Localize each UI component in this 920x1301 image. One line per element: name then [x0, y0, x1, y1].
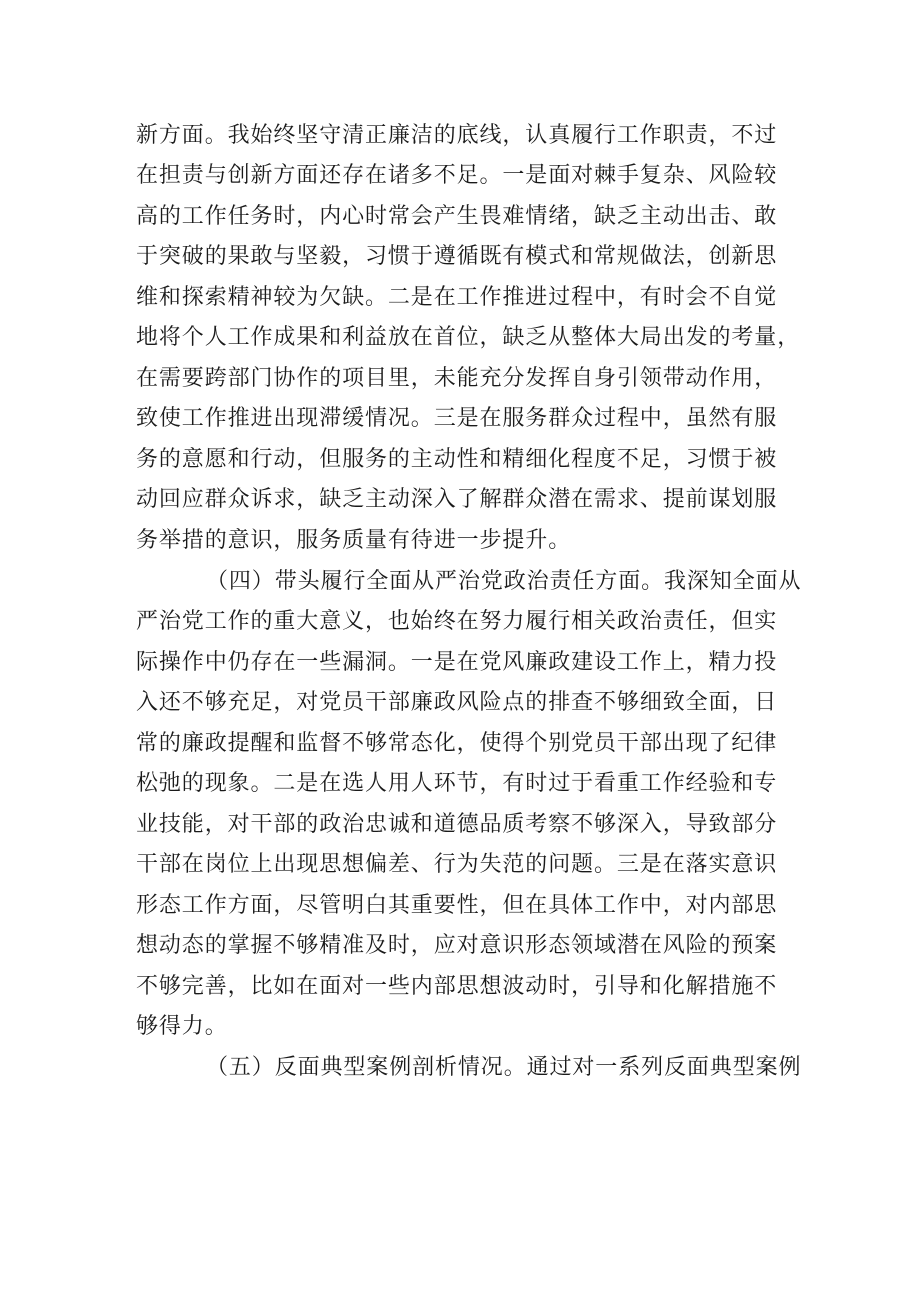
text-line: 在担责与创新方面还存在诸多不足。一是面对棘手复杂、风险较 — [136, 163, 778, 188]
text-line: 业技能，对干部的政治忠诚和道德品质考察不够深入，导致部分 — [136, 812, 778, 837]
text-line: 高的工作任务时，内心时常会产生畏难情绪，缺乏主动出击、敢 — [136, 204, 778, 229]
text-line: 严治党工作的重大意义，也始终在努力履行相关政治责任，但实 — [136, 609, 778, 634]
text-line: 在需要跨部门协作的项目里，未能充分发挥自身引领带动作用， — [136, 366, 778, 391]
text-line: 新方面。我始终坚守清正廉洁的底线，认真履行工作职责，不过 — [136, 123, 778, 148]
text-line: 际操作中仍存在一些漏洞。一是在党风廉政建设工作上，精力投 — [136, 650, 778, 675]
text-line: 于突破的果敢与坚毅，习惯于遵循既有模式和常规做法，创新思 — [136, 244, 778, 269]
text-line: 务举措的意识，服务质量有待进一步提升。 — [136, 528, 572, 553]
section-heading-line: （四）带头履行全面从严治党政治责任方面。我深知全面从 — [206, 569, 802, 594]
text-line: 常的廉政提醒和监督不够常态化，使得个别党员干部出现了纪律 — [136, 731, 778, 756]
text-line: 够得力。 — [136, 1014, 228, 1039]
text-line: 地将个人工作成果和利益放在首位，缺乏从整体大局出发的考量， — [136, 325, 801, 350]
text-line: 致使工作推进出现滞缓情况。三是在服务群众过程中，虽然有服 — [136, 406, 778, 431]
text-line: 形态工作方面，尽管明白其重要性，但在具体工作中，对内部思 — [136, 893, 778, 918]
text-line: 想动态的掌握不够精准及时，应对意识形态领域潜在风险的预案 — [136, 933, 778, 958]
text-line: 不够完善，比如在面对一些内部思想波动时，引导和化解措施不 — [136, 974, 778, 999]
text-line: 入还不够充足，对党员干部廉政风险点的排查不够细致全面，日 — [136, 690, 778, 715]
text-line: 维和探索精神较为欠缺。二是在工作推进过程中，有时会不自觉 — [136, 285, 778, 310]
text-line: 松弛的现象。二是在选人用人环节，有时过于看重工作经验和专 — [136, 771, 778, 796]
text-line: 动回应群众诉求，缺乏主动深入了解群众潜在需求、提前谋划服 — [136, 487, 778, 512]
text-line: 务的意愿和行动，但服务的主动性和精细化程度不足，习惯于被 — [136, 447, 778, 472]
section-heading-line: （五）反面典型案例剖析情况。通过对一系列反面典型案例 — [206, 1055, 802, 1080]
text-line: 干部在岗位上出现思想偏差、行为失范的问题。三是在落实意识 — [136, 852, 778, 877]
